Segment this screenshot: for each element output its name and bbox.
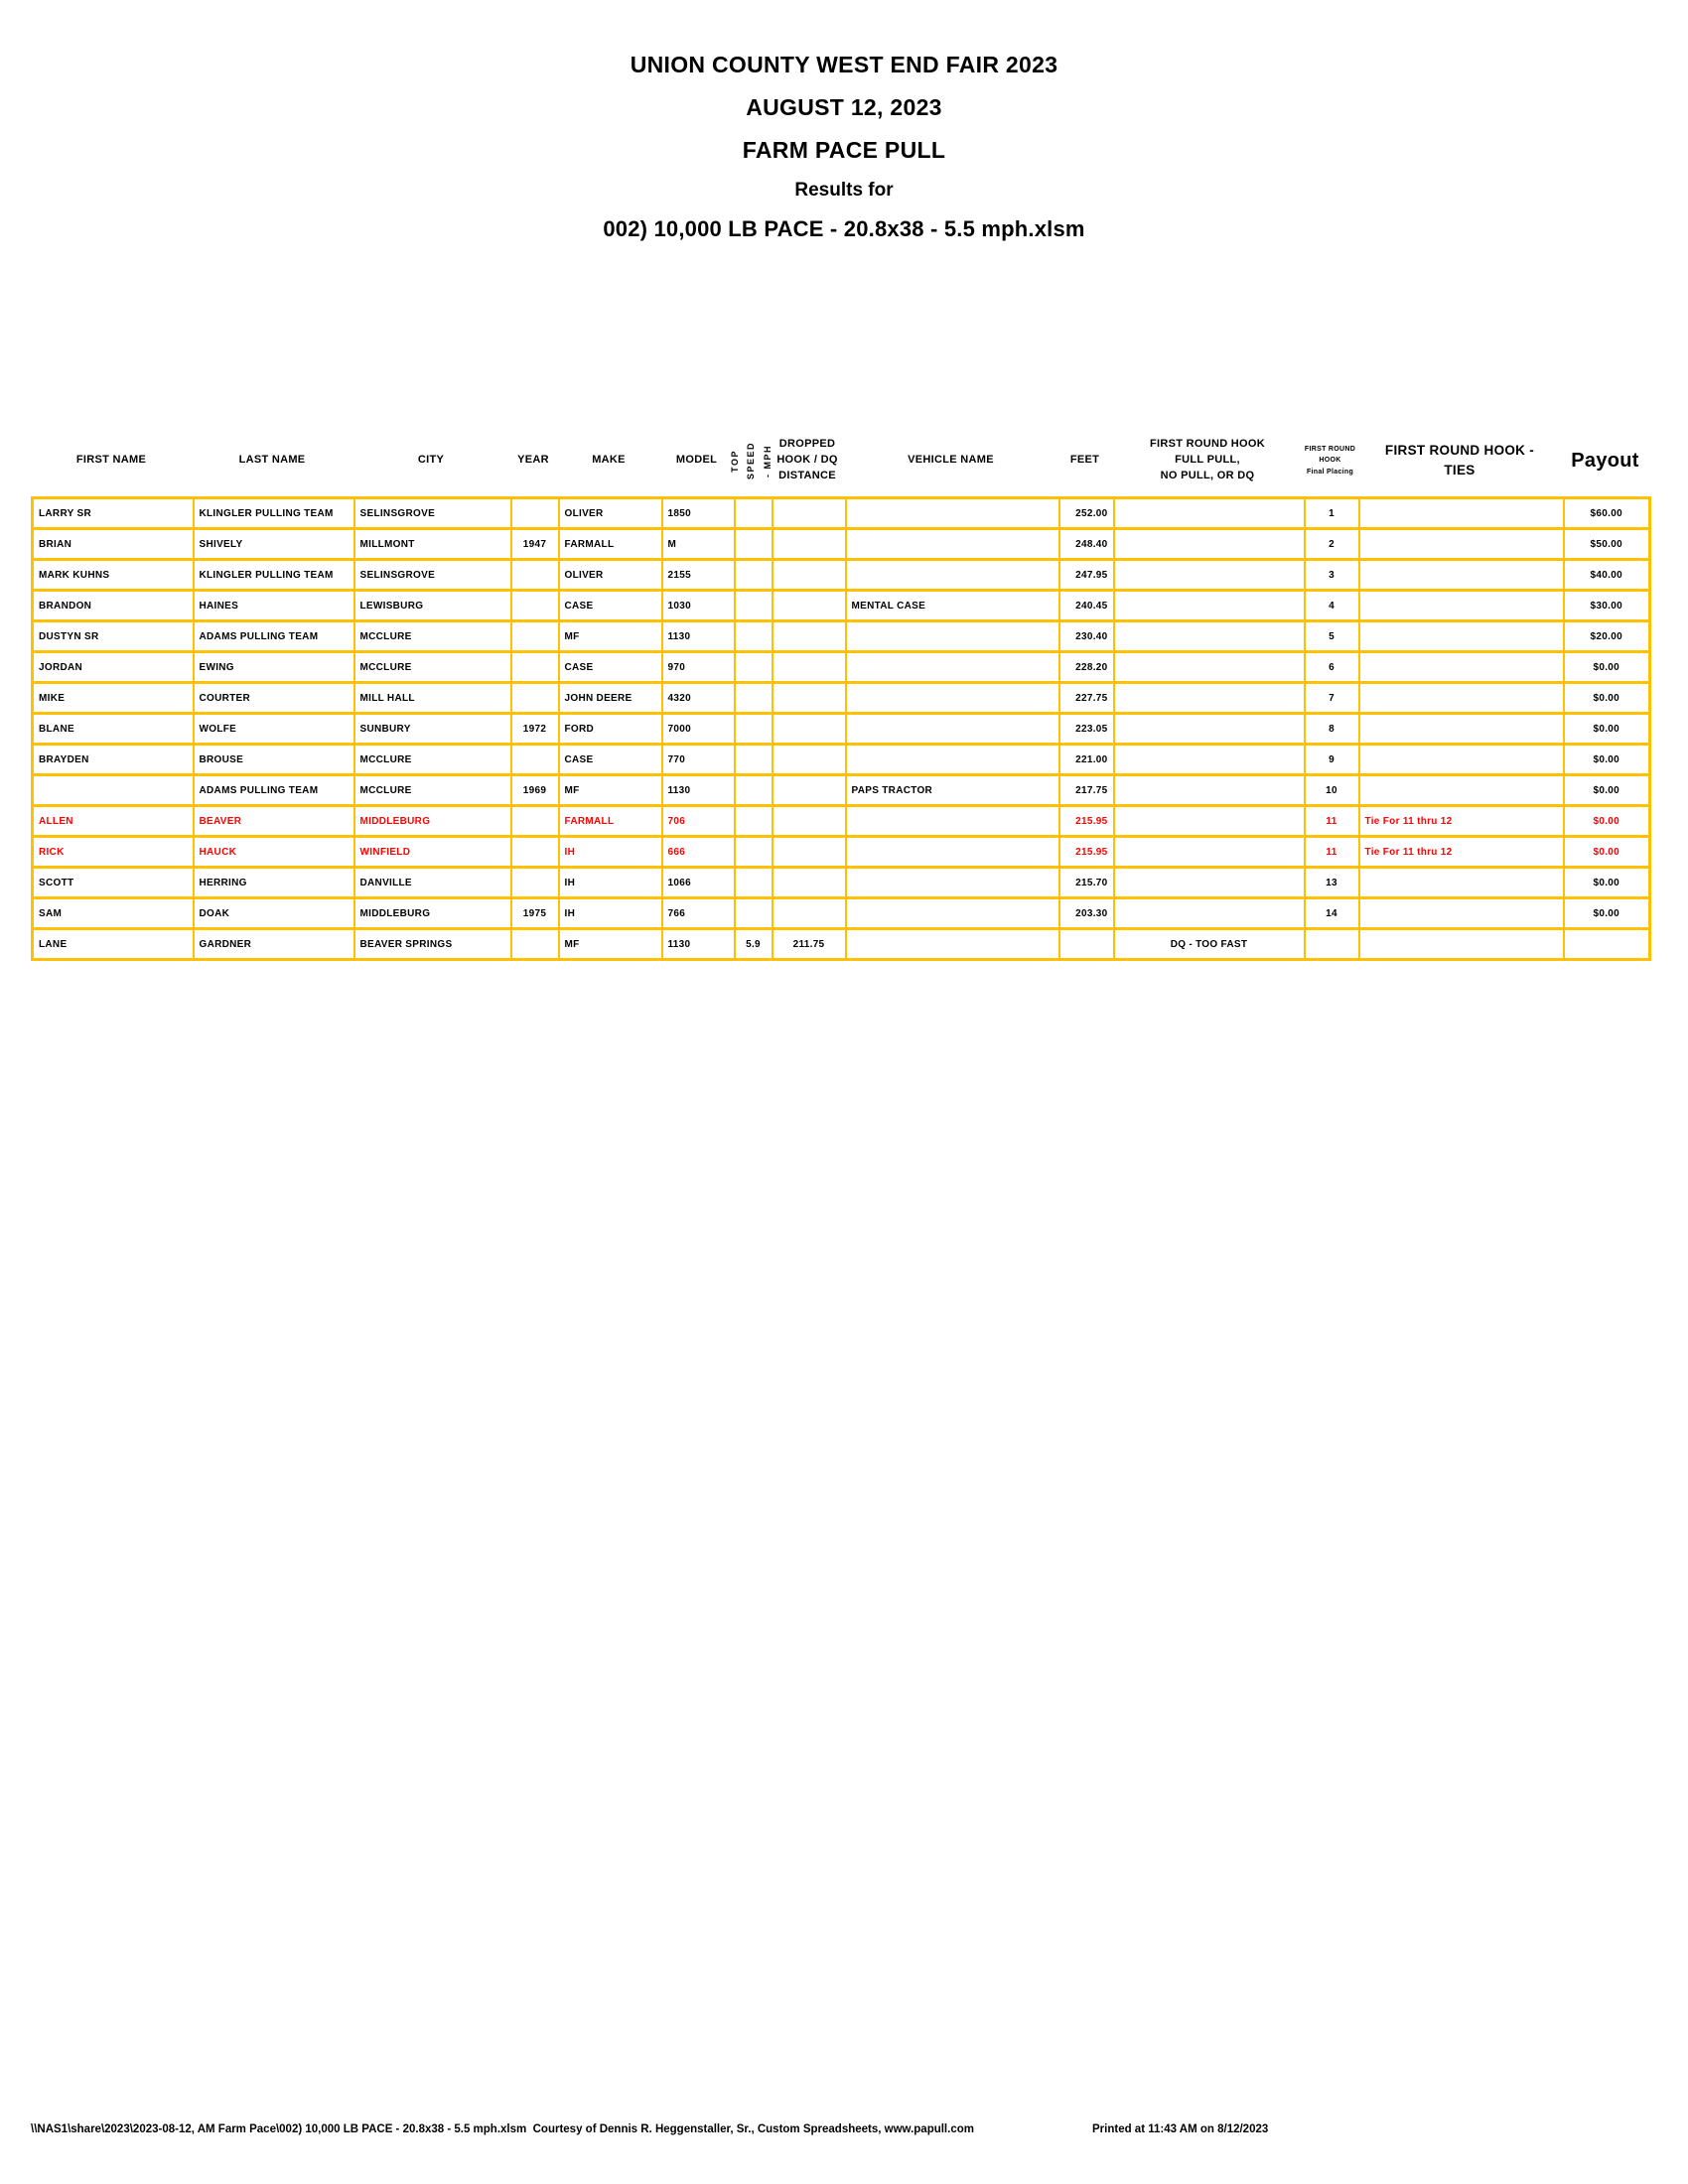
event-date: AUGUST 12, 2023 [746, 94, 942, 120]
cell-feet: 252.00 [1059, 498, 1114, 529]
cell-feet: 240.45 [1059, 591, 1114, 621]
cell-dropped-distance [773, 714, 846, 745]
cell-payout: $0.00 [1564, 868, 1650, 898]
header-last-name: LAST NAME [238, 454, 306, 467]
cell-first-name: SCOTT [33, 868, 194, 898]
cell-city: MIDDLEBURG [354, 898, 511, 929]
cell-model: 1130 [662, 929, 735, 960]
header-make: MAKE [592, 454, 626, 467]
cell-payout: $0.00 [1564, 898, 1650, 929]
cell-year [511, 837, 559, 868]
cell-payout: $0.00 [1564, 683, 1650, 714]
cell-dropped-distance [773, 898, 846, 929]
cell-year [511, 652, 559, 683]
cell-make: CASE [559, 652, 662, 683]
cell-full-pull-status [1114, 683, 1305, 714]
cell-ties [1359, 652, 1564, 683]
cell-final-placing: 13 [1305, 868, 1359, 898]
cell-dropped-distance [773, 868, 846, 898]
cell-model: M [662, 529, 735, 560]
cell-make: OLIVER [559, 498, 662, 529]
results-for-label: Results for [794, 180, 894, 201]
cell-payout [1564, 929, 1650, 960]
cell-top-speed [735, 591, 773, 621]
cell-year [511, 745, 559, 775]
cell-vehicle-name [846, 560, 1059, 591]
cell-feet: 215.95 [1059, 806, 1114, 837]
cell-first-name: LARRY SR [33, 498, 194, 529]
cell-first-name: DUSTYN SR [33, 621, 194, 652]
cell-final-placing: 9 [1305, 745, 1359, 775]
cell-top-speed [735, 806, 773, 837]
cell-vehicle-name [846, 837, 1059, 868]
cell-top-speed [735, 529, 773, 560]
cell-year [511, 621, 559, 652]
cell-final-placing: 4 [1305, 591, 1359, 621]
table-row [33, 745, 1650, 775]
cell-final-placing: 7 [1305, 683, 1359, 714]
cell-first-name: RICK [33, 837, 194, 868]
header-city: CITY [417, 454, 445, 467]
cell-first-name: LANE [33, 929, 194, 960]
cell-feet: 215.70 [1059, 868, 1114, 898]
header-payout: Payout [1571, 449, 1639, 472]
table-row [33, 560, 1650, 591]
cell-top-speed [735, 560, 773, 591]
footer-printed-at: Printed at 11:43 AM on 8/12/2023 [1092, 2123, 1269, 2135]
cell-dropped-distance [773, 529, 846, 560]
cell-vehicle-name [846, 683, 1059, 714]
table-row [33, 529, 1650, 560]
cell-top-speed [735, 745, 773, 775]
cell-vehicle-name [846, 806, 1059, 837]
cell-make: MF [559, 621, 662, 652]
cell-top-speed [735, 621, 773, 652]
cell-last-name: KLINGLER PULLING TEAM [194, 498, 354, 529]
cell-dropped-distance [773, 745, 846, 775]
cell-feet: 221.00 [1059, 745, 1114, 775]
cell-year: 1969 [511, 775, 559, 806]
cell-feet: 203.30 [1059, 898, 1114, 929]
cell-ties [1359, 560, 1564, 591]
cell-make: FARMALL [559, 529, 662, 560]
cell-city: SELINSGROVE [354, 560, 511, 591]
cell-make: IH [559, 898, 662, 929]
cell-make: CASE [559, 591, 662, 621]
cell-feet: 230.40 [1059, 621, 1114, 652]
table-row [33, 775, 1650, 806]
cell-payout: $0.00 [1564, 745, 1650, 775]
results-file-name: 002) 10,000 LB PACE - 20.8x38 - 5.5 mph.xlsm [603, 216, 1085, 241]
cell-final-placing: 8 [1305, 714, 1359, 745]
cell-ties: Tie For 11 thru 12 [1359, 806, 1564, 837]
cell-first-name [33, 775, 194, 806]
cell-full-pull-status [1114, 898, 1305, 929]
cell-vehicle-name [846, 652, 1059, 683]
cell-last-name: KLINGLER PULLING TEAM [194, 560, 354, 591]
cell-full-pull-status [1114, 652, 1305, 683]
cell-city: DANVILLE [354, 868, 511, 898]
cell-full-pull-status [1114, 621, 1305, 652]
cell-model: 4320 [662, 683, 735, 714]
cell-year [511, 806, 559, 837]
cell-make: MF [559, 775, 662, 806]
cell-first-name: SAM [33, 898, 194, 929]
table-row [33, 868, 1650, 898]
cell-final-placing: 6 [1305, 652, 1359, 683]
cell-payout: $60.00 [1564, 498, 1650, 529]
cell-last-name: BEAVER [194, 806, 354, 837]
cell-model: 1850 [662, 498, 735, 529]
cell-feet: 248.40 [1059, 529, 1114, 560]
cell-payout: $0.00 [1564, 806, 1650, 837]
cell-city: MCCLURE [354, 775, 511, 806]
cell-ties [1359, 591, 1564, 621]
results-table-header [31, 425, 1648, 496]
cell-last-name: HAUCK [194, 837, 354, 868]
cell-city: LEWISBURG [354, 591, 511, 621]
cell-ties [1359, 898, 1564, 929]
cell-payout: $20.00 [1564, 621, 1650, 652]
cell-model: 2155 [662, 560, 735, 591]
cell-final-placing: 11 [1305, 806, 1359, 837]
cell-top-speed: 5.9 [735, 929, 773, 960]
cell-last-name: ADAMS PULLING TEAM [194, 775, 354, 806]
cell-payout: $0.00 [1564, 775, 1650, 806]
cell-full-pull-status [1114, 560, 1305, 591]
cell-top-speed [735, 498, 773, 529]
table-row [33, 652, 1650, 683]
cell-ties: Tie For 11 thru 12 [1359, 837, 1564, 868]
cell-vehicle-name [846, 868, 1059, 898]
cell-first-name: MIKE [33, 683, 194, 714]
cell-final-placing [1305, 929, 1359, 960]
table-row [33, 591, 1650, 621]
cell-city: MCCLURE [354, 652, 511, 683]
cell-last-name: COURTER [194, 683, 354, 714]
cell-first-name: MARK KUHNS [33, 560, 194, 591]
cell-first-name: JORDAN [33, 652, 194, 683]
title-block [0, 52, 1688, 242]
cell-payout: $0.00 [1564, 714, 1650, 745]
cell-city: MILL HALL [354, 683, 511, 714]
cell-dropped-distance [773, 775, 846, 806]
event-class: FARM PACE PULL [742, 137, 946, 163]
cell-make: IH [559, 837, 662, 868]
cell-full-pull-status [1114, 775, 1305, 806]
cell-top-speed [735, 652, 773, 683]
header-first-round-hook-result: FIRST ROUND HOOK FULL PULL, NO PULL, OR DQ [1149, 438, 1266, 481]
cell-model: 1130 [662, 775, 735, 806]
cell-full-pull-status [1114, 806, 1305, 837]
cell-top-speed [735, 868, 773, 898]
cell-final-placing: 14 [1305, 898, 1359, 929]
cell-feet: 247.95 [1059, 560, 1114, 591]
table-row [33, 837, 1650, 868]
cell-full-pull-status [1114, 529, 1305, 560]
cell-full-pull-status [1114, 714, 1305, 745]
cell-last-name: WOLFE [194, 714, 354, 745]
cell-city: SELINSGROVE [354, 498, 511, 529]
header-final-placing: FIRST ROUND HOOK Final Placing [1304, 446, 1356, 476]
cell-final-placing: 10 [1305, 775, 1359, 806]
cell-make: FARMALL [559, 806, 662, 837]
table-row [33, 683, 1650, 714]
cell-dropped-distance [773, 498, 846, 529]
cell-year: 1975 [511, 898, 559, 929]
cell-payout: $30.00 [1564, 591, 1650, 621]
cell-payout: $50.00 [1564, 529, 1650, 560]
cell-ties [1359, 683, 1564, 714]
cell-year: 1947 [511, 529, 559, 560]
cell-year [511, 929, 559, 960]
cell-make: JOHN DEERE [559, 683, 662, 714]
header-top-speed-mph: TOP SPEED - MPH [730, 441, 773, 479]
cell-vehicle-name [846, 929, 1059, 960]
cell-year: 1972 [511, 714, 559, 745]
cell-ties [1359, 868, 1564, 898]
cell-feet [1059, 929, 1114, 960]
cell-feet: 228.20 [1059, 652, 1114, 683]
cell-vehicle-name: MENTAL CASE [846, 591, 1059, 621]
cell-city: MIDDLEBURG [354, 806, 511, 837]
cell-model: 1030 [662, 591, 735, 621]
cell-payout: $0.00 [1564, 837, 1650, 868]
cell-ties [1359, 621, 1564, 652]
cell-dropped-distance [773, 652, 846, 683]
cell-ties [1359, 714, 1564, 745]
cell-feet: 227.75 [1059, 683, 1114, 714]
table-row [33, 714, 1650, 745]
cell-top-speed [735, 714, 773, 745]
cell-top-speed [735, 837, 773, 868]
cell-ties [1359, 929, 1564, 960]
cell-final-placing: 1 [1305, 498, 1359, 529]
cell-ties [1359, 745, 1564, 775]
cell-make: FORD [559, 714, 662, 745]
cell-feet: 223.05 [1059, 714, 1114, 745]
event-title: UNION COUNTY WEST END FAIR 2023 [630, 52, 1058, 77]
cell-final-placing: 2 [1305, 529, 1359, 560]
cell-city: BEAVER SPRINGS [354, 929, 511, 960]
cell-last-name: ADAMS PULLING TEAM [194, 621, 354, 652]
cell-year [511, 868, 559, 898]
cell-model: 770 [662, 745, 735, 775]
table-row [33, 498, 1650, 529]
cell-vehicle-name [846, 898, 1059, 929]
cell-year [511, 560, 559, 591]
cell-ties [1359, 529, 1564, 560]
cell-dropped-distance [773, 806, 846, 837]
cell-feet: 215.95 [1059, 837, 1114, 868]
results-table [31, 496, 1651, 961]
cell-first-name: BRIAN [33, 529, 194, 560]
cell-year [511, 683, 559, 714]
cell-dropped-distance [773, 837, 846, 868]
cell-last-name: DOAK [194, 898, 354, 929]
cell-final-placing: 11 [1305, 837, 1359, 868]
cell-top-speed [735, 683, 773, 714]
cell-feet: 217.75 [1059, 775, 1114, 806]
cell-model: 1130 [662, 621, 735, 652]
cell-full-pull-status [1114, 837, 1305, 868]
cell-dropped-distance [773, 683, 846, 714]
cell-city: MILLMONT [354, 529, 511, 560]
cell-city: WINFIELD [354, 837, 511, 868]
cell-full-pull-status [1114, 745, 1305, 775]
cell-dropped-distance [773, 591, 846, 621]
cell-dropped-distance [773, 621, 846, 652]
cell-ties [1359, 775, 1564, 806]
cell-last-name: BROUSE [194, 745, 354, 775]
cell-vehicle-name [846, 745, 1059, 775]
cell-make: CASE [559, 745, 662, 775]
header-first-round-hook-ties: FIRST ROUND HOOK - TIES [1384, 442, 1535, 478]
cell-vehicle-name [846, 529, 1059, 560]
cell-make: IH [559, 868, 662, 898]
cell-last-name: HAINES [194, 591, 354, 621]
cell-final-placing: 5 [1305, 621, 1359, 652]
cell-vehicle-name [846, 714, 1059, 745]
cell-ties [1359, 498, 1564, 529]
cell-first-name: BRAYDEN [33, 745, 194, 775]
results-table-area [31, 425, 1648, 961]
cell-city: MCCLURE [354, 745, 511, 775]
cell-city: MCCLURE [354, 621, 511, 652]
cell-make: OLIVER [559, 560, 662, 591]
cell-vehicle-name: PAPS TRACTOR [846, 775, 1059, 806]
table-row [33, 929, 1650, 960]
cell-payout: $0.00 [1564, 652, 1650, 683]
cell-dropped-distance: 211.75 [773, 929, 846, 960]
cell-year [511, 498, 559, 529]
footer-file-path: \\NAS1\share\2023\2023-08-12, AM Farm Pace\002) 10,000 LB PACE - 20.8x38 - 5.5 mph.xlsm Courtesy of Dennis R. Heggenstaller, Sr., Custom Spreadsheets, www.papull.com [31, 2123, 974, 2135]
cell-dropped-distance [773, 560, 846, 591]
cell-last-name: HERRING [194, 868, 354, 898]
cell-vehicle-name [846, 621, 1059, 652]
results-table-body [33, 498, 1650, 960]
header-year: YEAR [517, 454, 549, 467]
header-first-name: FIRST NAME [75, 454, 147, 467]
header-vehicle-name: VEHICLE NAME [908, 454, 994, 467]
cell-payout: $40.00 [1564, 560, 1650, 591]
cell-last-name: EWING [194, 652, 354, 683]
cell-model: 666 [662, 837, 735, 868]
cell-model: 7000 [662, 714, 735, 745]
cell-full-pull-status [1114, 868, 1305, 898]
cell-last-name: SHIVELY [194, 529, 354, 560]
table-row [33, 806, 1650, 837]
header-feet: FEET [1069, 454, 1100, 467]
cell-full-pull-status: DQ - TOO FAST [1114, 929, 1305, 960]
cell-year [511, 591, 559, 621]
cell-top-speed [735, 775, 773, 806]
table-row [33, 898, 1650, 929]
cell-last-name: GARDNER [194, 929, 354, 960]
header-model: MODEL [675, 454, 718, 467]
header-dropped-hook-dq-distance: DROPPED HOOK / DQ DISTANCE [776, 438, 838, 481]
cell-top-speed [735, 898, 773, 929]
cell-model: 706 [662, 806, 735, 837]
cell-vehicle-name [846, 498, 1059, 529]
cell-first-name: BLANE [33, 714, 194, 745]
cell-model: 766 [662, 898, 735, 929]
cell-make: MF [559, 929, 662, 960]
cell-first-name: ALLEN [33, 806, 194, 837]
cell-model: 1066 [662, 868, 735, 898]
cell-final-placing: 3 [1305, 560, 1359, 591]
cell-full-pull-status [1114, 591, 1305, 621]
cell-city: SUNBURY [354, 714, 511, 745]
cell-first-name: BRANDON [33, 591, 194, 621]
table-row [33, 621, 1650, 652]
cell-model: 970 [662, 652, 735, 683]
cell-full-pull-status [1114, 498, 1305, 529]
